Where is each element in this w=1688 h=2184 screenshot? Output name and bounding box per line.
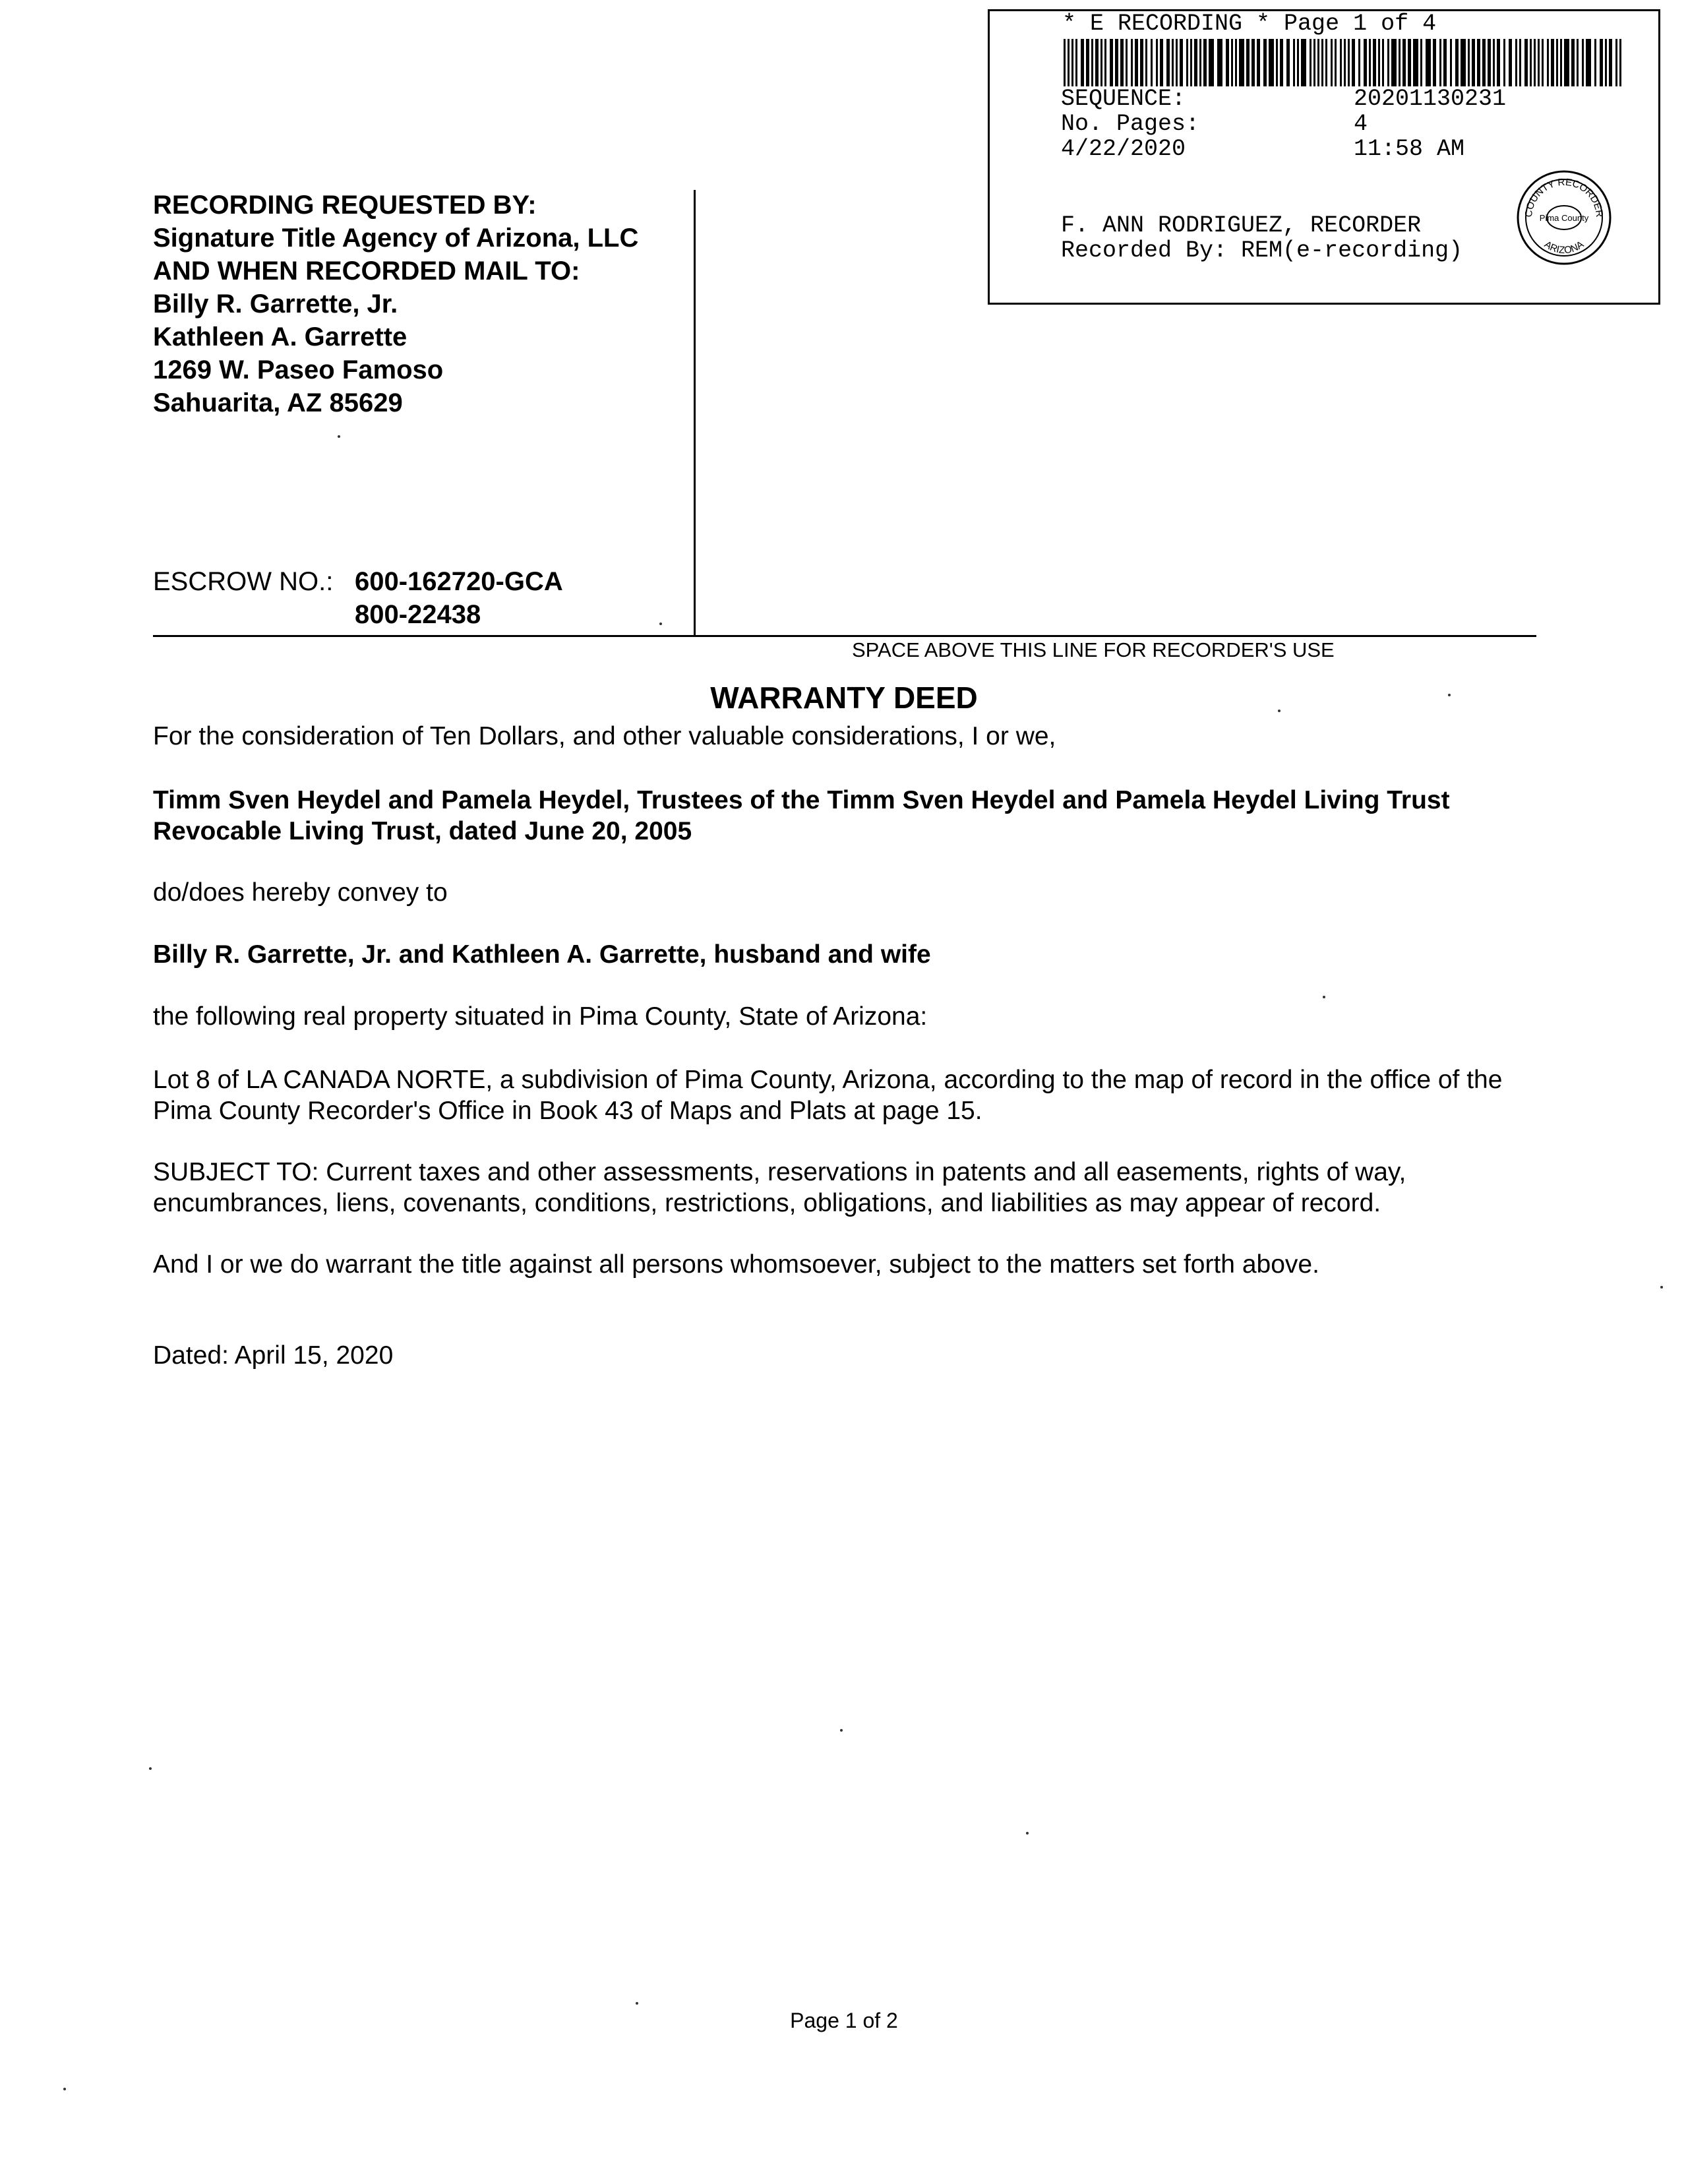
- pages-label: No. Pages:: [1061, 111, 1200, 137]
- barcode-bar: [1235, 39, 1237, 86]
- recording-time: 11:58 AM: [1354, 136, 1465, 162]
- scan-speck: [149, 1767, 152, 1770]
- mail-to-street: 1269 W. Paseo Famoso: [153, 355, 444, 384]
- escrow-number-2: 800-22438: [355, 600, 481, 629]
- barcode-bar: [1286, 39, 1290, 86]
- barcode-bar: [1226, 39, 1229, 86]
- barcode-bar: [1110, 39, 1113, 86]
- barcode-bar: [1331, 39, 1333, 86]
- barcode-bar: [1104, 39, 1106, 86]
- sequence-value: 20201130231: [1354, 86, 1507, 112]
- barcode-bar: [1482, 39, 1486, 86]
- barcode-bar: [1455, 39, 1459, 86]
- recorder-space-divider: [153, 635, 1536, 637]
- barcode-bar: [1297, 39, 1299, 86]
- grantees: Billy R. Garrette, Jr. and Kathleen A. Garrette, husband and wife: [153, 940, 931, 969]
- barcode-bar: [1538, 39, 1540, 86]
- consideration-clause: For the consideration of Ten Dollars, and other valuable considerations, I or we,: [153, 722, 1056, 750]
- seal-center-text: Pima County: [1539, 213, 1589, 223]
- barcode-bar: [1317, 39, 1319, 86]
- scan-speck: [840, 1729, 843, 1732]
- barcode-bar: [1135, 39, 1138, 86]
- barcode-bar: [1402, 39, 1406, 86]
- barcode-bar: [1497, 39, 1500, 86]
- barcode-bar: [1075, 39, 1077, 86]
- barcode-bar: [1530, 39, 1532, 86]
- barcode-bar: [1321, 39, 1323, 86]
- scan-speck: [1026, 1832, 1029, 1835]
- barcode-bar: [1313, 39, 1315, 86]
- scan-speck: [63, 2088, 66, 2090]
- barcode-bar: [1293, 39, 1295, 86]
- barcode-bar: [1068, 39, 1070, 86]
- barcode-bar: [1364, 39, 1367, 86]
- scan-speck: [1660, 1286, 1663, 1289]
- grantors: Timm Sven Heydel and Pamela Heydel, Trustees of the Timm Sven Heydel and Pamela Heydel Living Trust Revocable Living Trust, dated June 20, 2005: [153, 786, 1450, 845]
- barcode-bar: [1131, 39, 1133, 86]
- legal-description: Lot 8 of LA CANADA NORTE, a subdivision of Pima County, Arizona, according to the map of record in the office of the Pima County Recorder's Office in Book 43 of Maps and Plats at page 15.: [153, 1066, 1503, 1125]
- recording-date: 4/22/2020: [1061, 136, 1186, 162]
- barcode-bar: [1325, 39, 1327, 86]
- barcode-bar: [1433, 39, 1436, 86]
- barcode-bar: [1594, 39, 1596, 86]
- mail-to-label: AND WHEN RECORDED MAIL TO:: [153, 257, 580, 286]
- barcode-bar: [1172, 39, 1174, 86]
- warranty-clause: And I or we do warrant the title against all persons whomsoever, subject to the matters set forth above.: [153, 1250, 1319, 1279]
- barcode-bar: [1340, 39, 1342, 86]
- property-intro: the following real property situated in Pima County, State of Arizona:: [153, 1002, 928, 1031]
- barcode-bar: [1100, 39, 1102, 86]
- page-number: Page 1 of 2: [790, 2009, 898, 2032]
- barcode-bar: [1551, 39, 1554, 86]
- requesting-agency: Signature Title Agency of Arizona, LLC: [153, 224, 639, 253]
- barcode-bar: [1176, 39, 1178, 86]
- recorder-space-note: SPACE ABOVE THIS LINE FOR RECORDER'S USE: [852, 638, 1335, 661]
- barcode-bar: [1190, 39, 1192, 86]
- recorded-by: Recorded By: REM(e-recording): [1061, 237, 1463, 264]
- barcode-bar: [1461, 39, 1466, 86]
- recording-requested-by-label: RECORDING REQUESTED BY:: [153, 191, 537, 220]
- scan-speck: [1278, 710, 1281, 712]
- barcode-bar: [1246, 39, 1250, 86]
- barcode-bar: [1091, 39, 1093, 86]
- barcode-bar: [1269, 39, 1274, 86]
- barcode-bar: [1443, 39, 1447, 86]
- barcode-bar: [1524, 39, 1528, 86]
- barcode-bar: [1391, 39, 1397, 86]
- mail-to-city: Sahuarita, AZ 85629: [153, 388, 403, 417]
- barcode-bar: [1344, 39, 1346, 86]
- barcode-bar: [1439, 39, 1441, 86]
- barcode-bar: [1542, 39, 1544, 86]
- barcode-bar: [1301, 39, 1306, 86]
- barcode-bar: [1468, 39, 1470, 86]
- barcode-bar: [1095, 39, 1099, 86]
- barcode-bar: [1276, 39, 1278, 86]
- barcode-bar: [1420, 39, 1422, 86]
- barcode-bar: [1556, 39, 1558, 86]
- barcode-bar: [1209, 39, 1214, 86]
- county-recorder-seal: [1516, 169, 1612, 266]
- barcode-bar: [1086, 39, 1089, 86]
- pages-value: 4: [1354, 111, 1368, 137]
- barcode-bar: [1426, 39, 1431, 86]
- barcode-bar: [1503, 39, 1505, 86]
- seal-top-text: COUNTY RECORDER: [1522, 176, 1606, 218]
- recording-stamp: [988, 9, 1660, 305]
- barcode-bar: [1310, 39, 1311, 86]
- barcode-bar: [1257, 39, 1260, 86]
- barcode-bar: [1571, 39, 1575, 86]
- barcode-bar: [1199, 39, 1201, 86]
- seal-bottom-text: ARIZONA: [1542, 239, 1586, 257]
- barcode-bar: [1335, 39, 1337, 86]
- barcode-bar: [1352, 39, 1355, 86]
- dated: Dated: April 15, 2020: [153, 1341, 394, 1370]
- barcode-bar: [1280, 39, 1283, 86]
- barcode-bar: [1615, 39, 1617, 86]
- barcode-bar: [1488, 39, 1491, 86]
- barcode-bar: [1586, 39, 1591, 86]
- barcode-bar: [1493, 39, 1495, 86]
- barcode-bar: [1369, 39, 1371, 86]
- barcode-bar: [1151, 39, 1153, 86]
- barcode-bar: [1408, 39, 1411, 86]
- barcode-bar: [1373, 39, 1376, 86]
- barcode-bar: [1605, 39, 1607, 86]
- barcode-bar: [1180, 39, 1183, 86]
- convey-clause: do/does hereby convey to: [153, 878, 448, 907]
- address-block-border: [694, 190, 696, 636]
- barcode-bar: [1156, 39, 1158, 86]
- barcode-bar: [1387, 39, 1389, 86]
- barcode-bar: [1348, 39, 1350, 86]
- barcode-bar: [1064, 39, 1066, 86]
- barcode-bar: [1450, 39, 1452, 86]
- scan-speck: [636, 2002, 638, 2005]
- mail-to-name-2: Kathleen A. Garrette: [153, 322, 407, 351]
- barcode-bar: [1160, 39, 1163, 86]
- barcode-bar: [1515, 39, 1517, 86]
- barcode-bar: [1582, 39, 1584, 86]
- barcode-bar: [1251, 39, 1255, 86]
- barcode-bar: [1239, 39, 1244, 86]
- barcode-bar: [1358, 39, 1360, 86]
- sequence-label: SEQUENCE:: [1061, 86, 1186, 112]
- barcode-bar: [1477, 39, 1480, 86]
- barcode-bar: [1509, 39, 1512, 86]
- barcode-bar: [1203, 39, 1207, 86]
- barcode-bar: [1399, 39, 1401, 86]
- barcode-bar: [1081, 39, 1084, 86]
- barcode-bar: [1619, 39, 1621, 86]
- barcode-bar: [1231, 39, 1233, 86]
- barcode-bar: [1560, 39, 1562, 86]
- barcode-bar: [1378, 39, 1380, 86]
- barcode-bar: [1194, 39, 1197, 86]
- mail-to-name-1: Billy R. Garrette, Jr.: [153, 289, 398, 318]
- barcode-bar: [1166, 39, 1170, 86]
- barcode-bar: [1120, 39, 1124, 86]
- barcode-bar: [1382, 39, 1384, 86]
- barcode-bar: [1145, 39, 1147, 86]
- escrow-number-1: 600-162720-GCA: [355, 567, 563, 596]
- escrow-label: ESCROW NO.:: [153, 567, 334, 596]
- barcode-bar: [1071, 39, 1073, 86]
- recorder-name: F. ANN RODRIGUEZ, RECORDER: [1061, 212, 1422, 239]
- barcode-bar: [1564, 39, 1569, 86]
- scan-speck: [659, 622, 662, 625]
- barcode-bar: [1115, 39, 1118, 86]
- barcode-bar: [1140, 39, 1143, 86]
- barcode-bar: [1600, 39, 1603, 86]
- barcode-bar: [1609, 39, 1612, 86]
- barcode-bar: [1547, 39, 1549, 86]
- barcode-bar: [1413, 39, 1418, 86]
- barcode-bar: [1534, 39, 1536, 86]
- barcode-bar: [1186, 39, 1188, 86]
- barcode-bar: [1519, 39, 1521, 86]
- barcode-bar: [1472, 39, 1475, 86]
- barcode-bar: [1217, 39, 1222, 86]
- barcode-bar: [1126, 39, 1128, 86]
- scan-speck: [1448, 694, 1451, 696]
- subject-to-clause: SUBJECT TO: Current taxes and other assessments, reservations in patents and all easements, rights of way, encumbrances, liens, covenants, conditions, restrictions, obligations, and liabilities as may appear of record.: [153, 1158, 1406, 1217]
- document-title: WARRANTY DEED: [710, 681, 978, 715]
- scan-speck: [338, 435, 340, 438]
- barcode-bar: [1577, 39, 1579, 86]
- escrow-number-2-wrap: [355, 600, 481, 630]
- stamp-header: * E RECORDING * Page 1 of 4: [1062, 11, 1437, 37]
- barcode-bar: [1263, 39, 1267, 86]
- barcode: [1064, 39, 1625, 86]
- escrow-number-1-wrap: [355, 567, 563, 597]
- scan-speck: [1323, 996, 1325, 998]
